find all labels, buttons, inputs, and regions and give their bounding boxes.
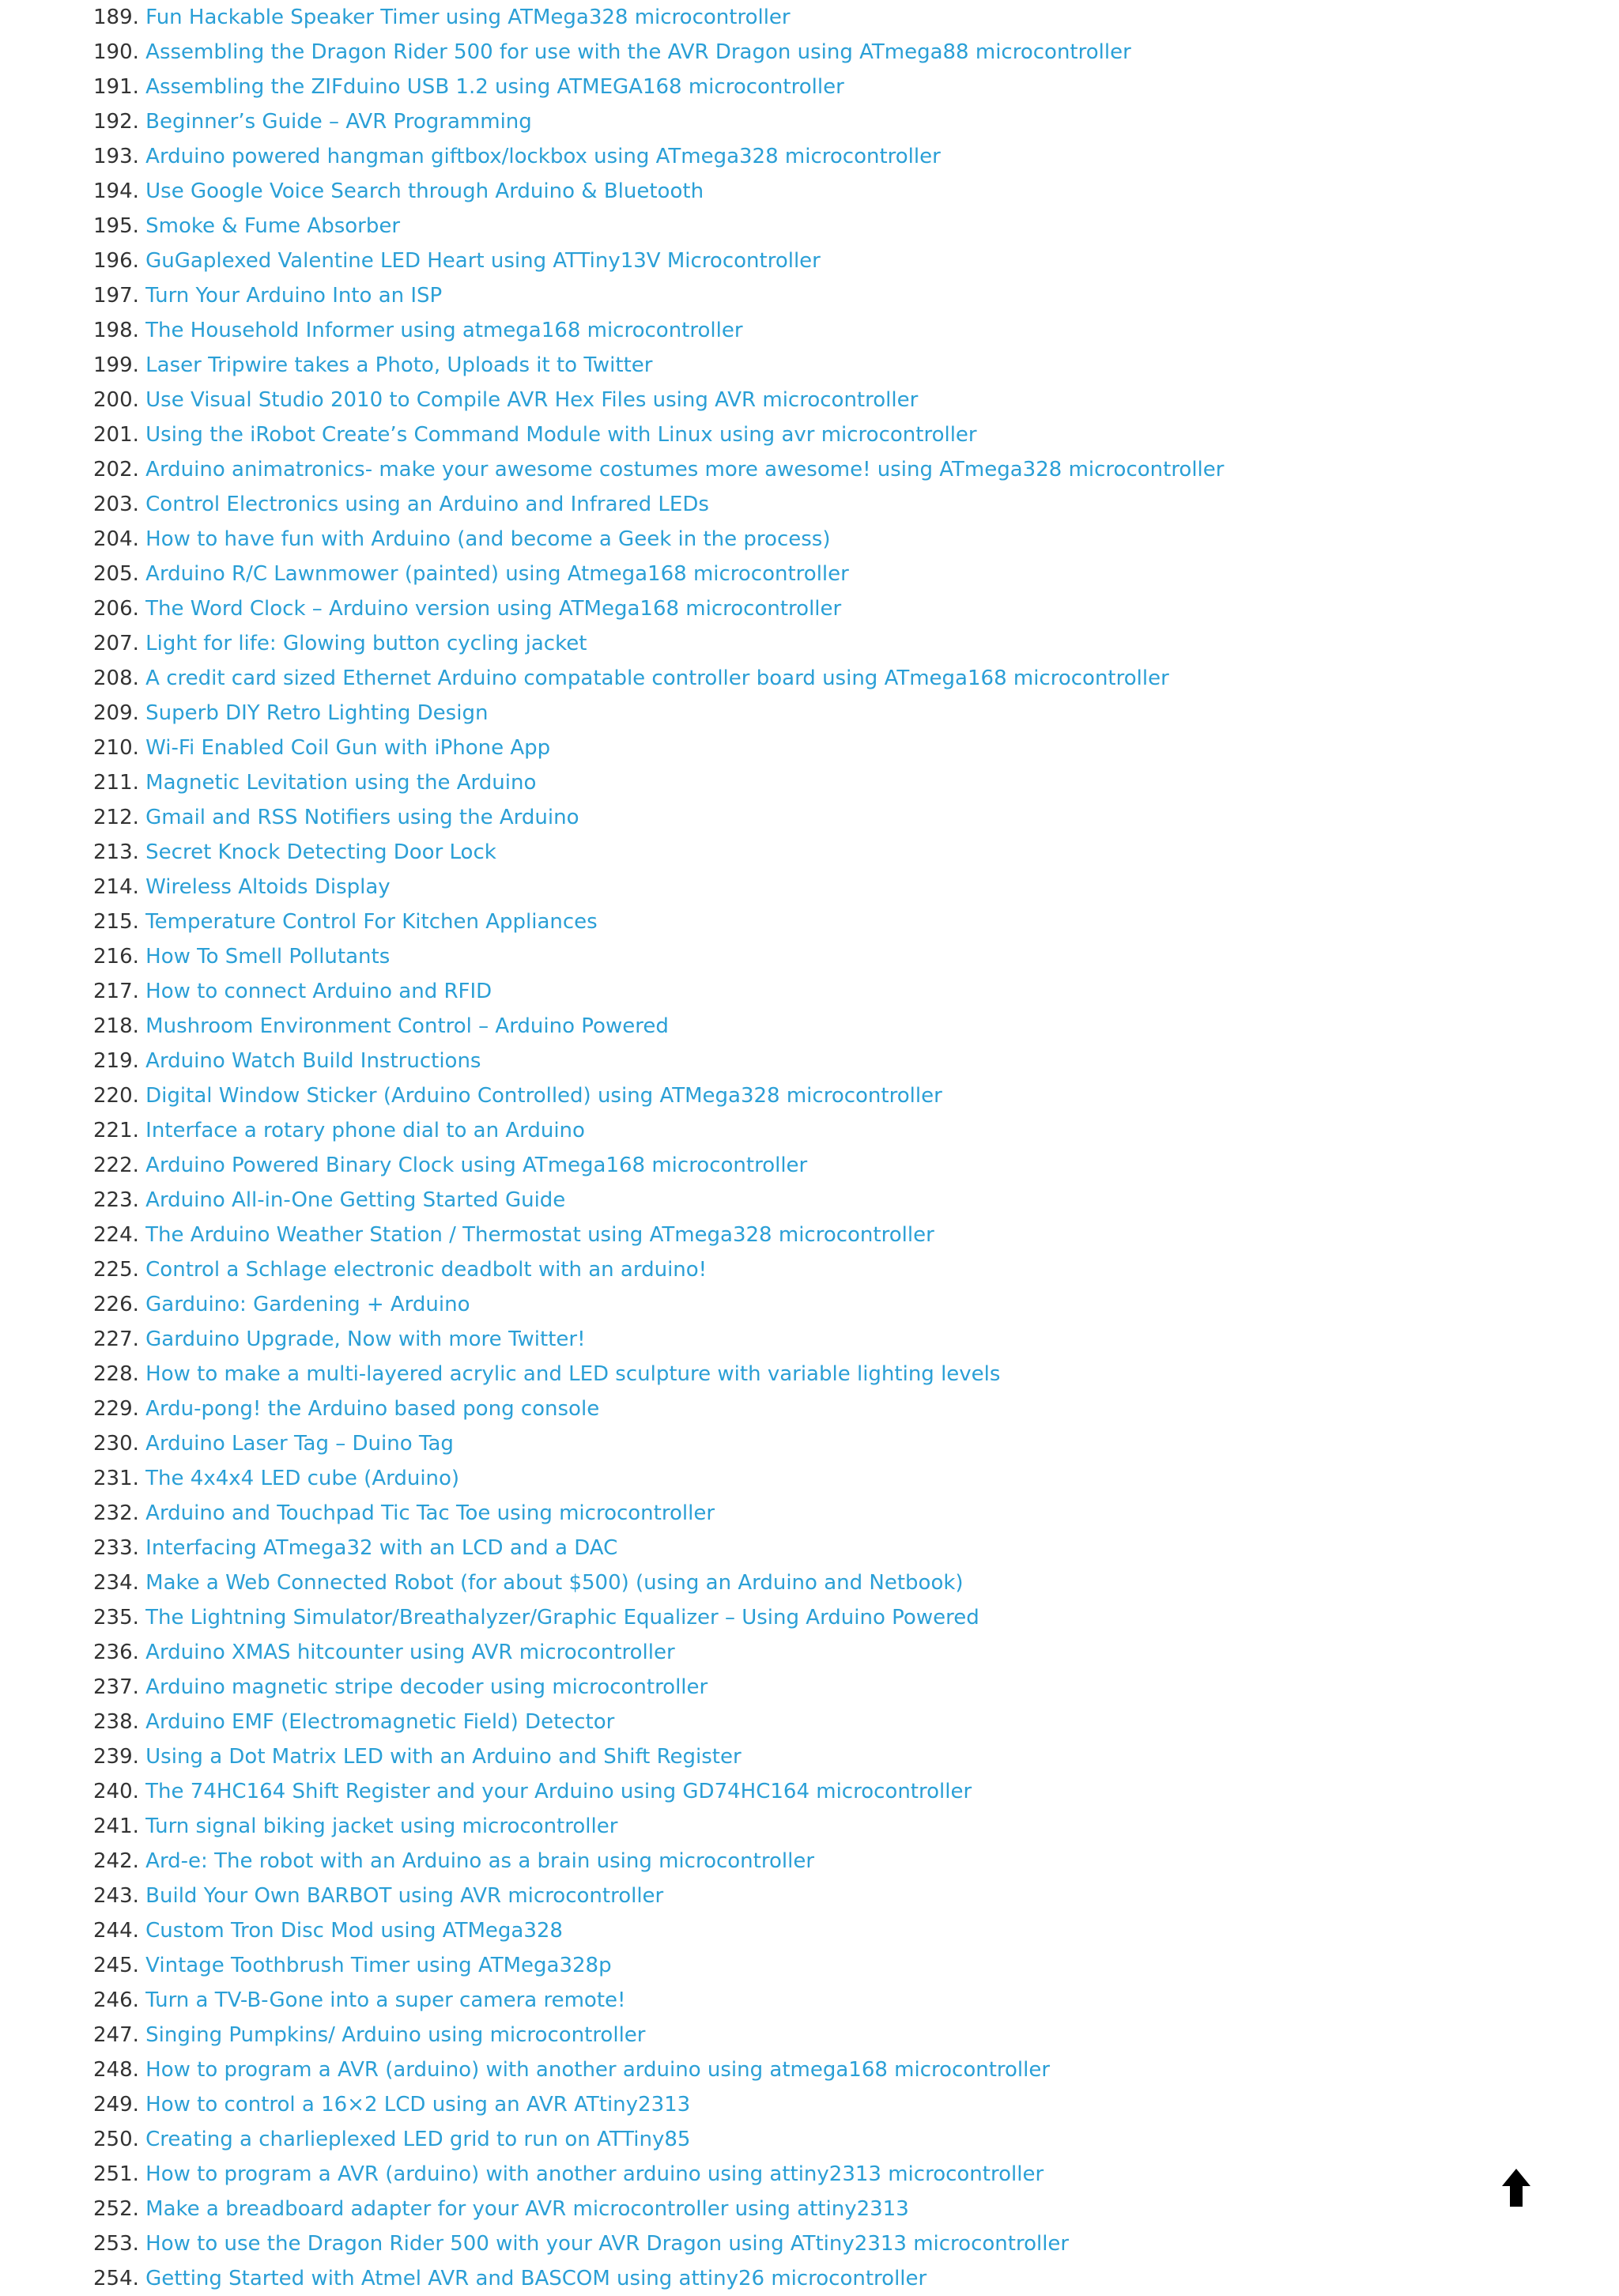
item-number: 241.	[93, 1815, 139, 1838]
project-link[interactable]: Beginner’s Guide – AVR Programming	[145, 110, 532, 134]
list-item	[93, 139, 1516, 174]
item-number: 211.	[93, 771, 139, 795]
list-item	[93, 1531, 1516, 1565]
list-item	[93, 1461, 1516, 1496]
project-link[interactable]: Garduino: Gardening + Arduino	[145, 1293, 470, 1316]
list-item	[93, 626, 1516, 661]
project-link[interactable]: How to control a 16×2 LCD using an AVR ATtiny2313	[145, 2093, 691, 2117]
list-item	[93, 661, 1516, 696]
item-number: 196.	[93, 249, 139, 273]
list-item	[93, 1600, 1516, 1635]
project-link[interactable]: Assembling the ZIFduino USB 1.2 using ATMEGA168 microcontroller	[145, 75, 844, 99]
project-link[interactable]: Laser Tripwire takes a Photo, Uploads it to Twitter	[145, 353, 653, 377]
item-number: 234.	[93, 1571, 139, 1595]
project-link[interactable]: Control a Schlage electronic deadbolt with an arduino!	[145, 1258, 708, 1282]
item-number: 248.	[93, 2058, 139, 2082]
list-item	[93, 1809, 1516, 1844]
list-item	[93, 1426, 1516, 1461]
list-item	[93, 522, 1516, 557]
project-link[interactable]: Turn Your Arduino Into an ISP	[145, 284, 443, 308]
project-link[interactable]: How to program a AVR (arduino) with another arduino using attiny2313 microcontroller	[145, 2162, 1044, 2186]
project-link[interactable]: Arduino Laser Tag – Duino Tag	[145, 1432, 454, 1456]
list-item	[93, 1565, 1516, 1600]
item-number: 232.	[93, 1501, 139, 1525]
item-number: 197.	[93, 284, 139, 308]
item-number: 238.	[93, 1710, 139, 1734]
list-item	[93, 1148, 1516, 1183]
project-link[interactable]: Arduino Watch Build Instructions	[145, 1049, 481, 1073]
list-item	[93, 209, 1516, 244]
project-link[interactable]: Custom Tron Disc Mod using ATMega328	[145, 1919, 563, 1943]
item-number: 237.	[93, 1675, 139, 1699]
arrow-up-icon	[1500, 2167, 1532, 2208]
list-item	[93, 835, 1516, 870]
item-number: 217.	[93, 980, 139, 1003]
item-number: 244.	[93, 1919, 139, 1943]
project-link[interactable]: Smoke & Fume Absorber	[145, 214, 401, 238]
project-link[interactable]: Arduino All-in-One Getting Started Guide	[145, 1188, 566, 1212]
project-link[interactable]: The 74HC164 Shift Register and your Arduino using GD74HC164 microcontroller	[145, 1780, 972, 1803]
project-link[interactable]: Wireless Altoids Display	[145, 875, 391, 899]
item-number: 249.	[93, 2093, 139, 2117]
project-link[interactable]: Use Google Voice Search through Arduino & Bluetooth	[145, 179, 704, 203]
list-item	[93, 1218, 1516, 1252]
list-item	[93, 1496, 1516, 1531]
project-link[interactable]: Ard-e: The robot with an Arduino as a brain using microcontroller	[145, 1849, 815, 1873]
list-item	[93, 1705, 1516, 1739]
project-link[interactable]: Garduino Upgrade, Now with more Twitter!	[145, 1327, 586, 1351]
item-number: 210.	[93, 736, 139, 760]
item-number: 239.	[93, 1745, 139, 1769]
list-item	[93, 278, 1516, 313]
list-item	[93, 2052, 1516, 2087]
item-number: 194.	[93, 179, 139, 203]
project-link[interactable]: How to use the Dragon Rider 500 with your AVR Dragon using ATtiny2313 microcontroller	[145, 2232, 1070, 2256]
item-number: 245.	[93, 1954, 139, 1977]
list-item	[93, 174, 1516, 209]
item-number: 235.	[93, 1606, 139, 1629]
project-link[interactable]: Arduino Powered Binary Clock using ATmega168 microcontroller	[145, 1154, 808, 1177]
project-link[interactable]: Light for life: Glowing button cycling jacket	[145, 632, 587, 655]
project-link[interactable]: The Household Informer using atmega168 microcontroller	[145, 319, 743, 342]
list-item	[93, 591, 1516, 626]
project-link[interactable]: Interface a rotary phone dial to an Arduino	[145, 1119, 585, 1142]
item-number: 206.	[93, 597, 139, 621]
item-number: 233.	[93, 1536, 139, 1560]
item-number: 242.	[93, 1849, 139, 1873]
item-number: 195.	[93, 214, 139, 238]
item-number: 252.	[93, 2197, 139, 2221]
list-item	[93, 2157, 1516, 2192]
item-number: 203.	[93, 493, 139, 516]
list-item	[93, 1392, 1516, 1426]
list-item	[93, 2261, 1516, 2296]
item-number: 228.	[93, 1362, 139, 1386]
project-link[interactable]: The Arduino Weather Station / Thermostat using ATmega328 microcontroller	[145, 1223, 934, 1247]
project-link[interactable]: Arduino magnetic stripe decoder using microcontroller	[145, 1675, 708, 1699]
item-number: 236.	[93, 1641, 139, 1664]
item-number: 216.	[93, 945, 139, 969]
list-item	[93, 1983, 1516, 2018]
project-link[interactable]: Arduino and Touchpad Tic Tac Toe using microcontroller	[145, 1501, 715, 1525]
list-item	[93, 35, 1516, 70]
item-number: 253.	[93, 2232, 139, 2256]
project-link[interactable]: Make a Web Connected Robot (for about $500) (using an Arduino and Netbook)	[145, 1571, 964, 1595]
item-number: 220.	[93, 1084, 139, 1108]
project-link[interactable]: Mushroom Environment Control – Arduino Powered	[145, 1014, 669, 1038]
list-item	[93, 70, 1516, 104]
project-link[interactable]: How To Smell Pollutants	[145, 945, 391, 969]
item-number: 199.	[93, 353, 139, 377]
list-item	[93, 1113, 1516, 1148]
project-link[interactable]: Getting Started with Atmel AVR and BASCOM using attiny26 microcontroller	[145, 2267, 927, 2290]
list-item	[93, 417, 1516, 452]
list-item	[93, 870, 1516, 904]
list-item	[93, 1913, 1516, 1948]
list-item	[93, 1670, 1516, 1705]
item-number: 247.	[93, 2023, 139, 2047]
item-number: 189.	[93, 6, 139, 29]
project-link[interactable]: Turn a TV-B-Gone into a super camera remote!	[145, 1988, 626, 2012]
list-item	[93, 313, 1516, 348]
project-link[interactable]: Fun Hackable Speaker Timer using ATMega328 microcontroller	[145, 6, 791, 29]
item-number: 208.	[93, 667, 139, 690]
list-item	[93, 731, 1516, 765]
project-link[interactable]: How to have fun with Arduino (and become a Geek in the process)	[145, 527, 831, 551]
project-link[interactable]: Use Visual Studio 2010 to Compile AVR Hex Files using AVR microcontroller	[145, 388, 919, 412]
project-link[interactable]: Magnetic Levitation using the Arduino	[145, 771, 537, 795]
project-link[interactable]: Arduino EMF (Electromagnetic Field) Detector	[145, 1710, 615, 1734]
list-item	[93, 104, 1516, 139]
list-item	[93, 939, 1516, 974]
project-link[interactable]: How to program a AVR (arduino) with another arduino using atmega168 microcontroller	[145, 2058, 1051, 2082]
list-item	[93, 2087, 1516, 2122]
list-item	[93, 452, 1516, 487]
list-item	[93, 1322, 1516, 1357]
item-number: 251.	[93, 2162, 139, 2186]
item-number: 202.	[93, 458, 139, 481]
project-link[interactable]: Using a Dot Matrix LED with an Arduino and Shift Register	[145, 1745, 742, 1769]
item-number: 222.	[93, 1154, 139, 1177]
item-number: 207.	[93, 632, 139, 655]
item-number: 240.	[93, 1780, 139, 1803]
item-number: 201.	[93, 423, 139, 447]
item-number: 225.	[93, 1258, 139, 1282]
list-item	[93, 1357, 1516, 1392]
item-number: 226.	[93, 1293, 139, 1316]
list-item	[93, 765, 1516, 800]
item-number: 230.	[93, 1432, 139, 1456]
list-item	[93, 1078, 1516, 1113]
item-number: 218.	[93, 1014, 139, 1038]
item-number: 246.	[93, 1988, 139, 2012]
list-item	[93, 0, 1516, 35]
project-link[interactable]: How to connect Arduino and RFID	[145, 980, 492, 1003]
project-link[interactable]: Interfacing ATmega32 with an LCD and a DAC	[145, 1536, 618, 1560]
project-link[interactable]: Vintage Toothbrush Timer using ATMega328p	[145, 1954, 612, 1977]
list-item	[93, 974, 1516, 1009]
item-number: 190.	[93, 40, 139, 64]
list-item	[93, 348, 1516, 383]
item-number: 192.	[93, 110, 139, 134]
item-number: 212.	[93, 806, 139, 829]
project-link[interactable]: The Lightning Simulator/Breathalyzer/Graphic Equalizer – Using Arduino Powered	[145, 1606, 979, 1629]
item-number: 205.	[93, 562, 139, 586]
project-link[interactable]: Temperature Control For Kitchen Appliances	[145, 910, 598, 934]
list-item	[93, 487, 1516, 522]
item-number: 193.	[93, 145, 139, 168]
list-item	[93, 1739, 1516, 1774]
item-number: 214.	[93, 875, 139, 899]
list-item	[93, 1879, 1516, 1913]
item-number: 209.	[93, 701, 139, 725]
item-number: 221.	[93, 1119, 139, 1142]
item-number: 227.	[93, 1327, 139, 1351]
back-to-top-button[interactable]	[1500, 2167, 1532, 2208]
list-item	[93, 2122, 1516, 2157]
project-link[interactable]: Superb DIY Retro Lighting Design	[145, 701, 489, 725]
project-link[interactable]: Turn signal biking jacket using microcontroller	[145, 1815, 618, 1838]
item-number: 243.	[93, 1884, 139, 1908]
project-link[interactable]: Gmail and RSS Notifiers using the Arduino	[145, 806, 579, 829]
project-link[interactable]: Creating a charlieplexed LED grid to run on ATTiny85	[145, 2128, 691, 2151]
list-item	[93, 244, 1516, 278]
list-item	[93, 1044, 1516, 1078]
item-number: 254.	[93, 2267, 139, 2290]
list-item	[93, 1009, 1516, 1044]
list-item	[93, 383, 1516, 417]
project-link[interactable]: Build Your Own BARBOT using AVR microcontroller	[145, 1884, 664, 1908]
list-item	[93, 1635, 1516, 1670]
project-link[interactable]: Using the iRobot Create’s Command Module with Linux using avr microcontroller	[145, 423, 977, 447]
item-number: 204.	[93, 527, 139, 551]
list-item	[93, 696, 1516, 731]
project-link[interactable]: Arduino powered hangman giftbox/lockbox using ATmega328 microcontroller	[145, 145, 941, 168]
list-item	[93, 1183, 1516, 1218]
project-list	[93, 0, 1516, 2296]
list-item	[93, 1844, 1516, 1879]
project-link[interactable]: Singing Pumpkins/ Arduino using microcontroller	[145, 2023, 646, 2047]
project-link[interactable]: The 4x4x4 LED cube (Arduino)	[145, 1467, 460, 1490]
project-link[interactable]: How to make a multi-layered acrylic and LED sculpture with variable lighting levels	[145, 1362, 1001, 1386]
item-number: 223.	[93, 1188, 139, 1212]
project-link[interactable]: Arduino XMAS hitcounter using AVR microcontroller	[145, 1641, 675, 1664]
project-link[interactable]: The Word Clock – Arduino version using ATMega168 microcontroller	[145, 597, 842, 621]
item-number: 200.	[93, 388, 139, 412]
list-item	[93, 1287, 1516, 1322]
item-number: 229.	[93, 1397, 139, 1421]
project-link[interactable]: Wi-Fi Enabled Coil Gun with iPhone App	[145, 736, 551, 760]
item-number: 191.	[93, 75, 139, 99]
list-item	[93, 1948, 1516, 1983]
list-item	[93, 2226, 1516, 2261]
project-link[interactable]: Secret Knock Detecting Door Lock	[145, 840, 496, 864]
item-number: 224.	[93, 1223, 139, 1247]
item-number: 215.	[93, 910, 139, 934]
list-item	[93, 2192, 1516, 2226]
project-link[interactable]: Arduino R/C Lawnmower (painted) using Atmega168 microcontroller	[145, 562, 849, 586]
list-item	[93, 904, 1516, 939]
list-item	[93, 1252, 1516, 1287]
project-link[interactable]: Assembling the Dragon Rider 500 for use with the AVR Dragon using ATmega88 microcontroller	[145, 40, 1131, 64]
project-link[interactable]: GuGaplexed Valentine LED Heart using ATTiny13V Microcontroller	[145, 249, 821, 273]
project-link[interactable]: A credit card sized Ethernet Arduino compatable controller board using ATmega168 microcontroller	[145, 667, 1169, 690]
item-number: 219.	[93, 1049, 139, 1073]
project-link[interactable]: Control Electronics using an Arduino and Infrared LEDs	[145, 493, 709, 516]
item-number: 231.	[93, 1467, 139, 1490]
project-link[interactable]: Digital Window Sticker (Arduino Controlled) using ATMega328 microcontroller	[145, 1084, 942, 1108]
list-item	[93, 800, 1516, 835]
item-number: 213.	[93, 840, 139, 864]
project-link[interactable]: Ardu-pong! the Arduino based pong console	[145, 1397, 600, 1421]
list-item	[93, 1774, 1516, 1809]
project-link[interactable]: Make a breadboard adapter for your AVR microcontroller using attiny2313	[145, 2197, 909, 2221]
item-number: 198.	[93, 319, 139, 342]
list-item	[93, 557, 1516, 591]
project-link[interactable]: Arduino animatronics- make your awesome costumes more awesome! using ATmega328 microcontroller	[145, 458, 1225, 481]
item-number: 250.	[93, 2128, 139, 2151]
list-item	[93, 2018, 1516, 2052]
